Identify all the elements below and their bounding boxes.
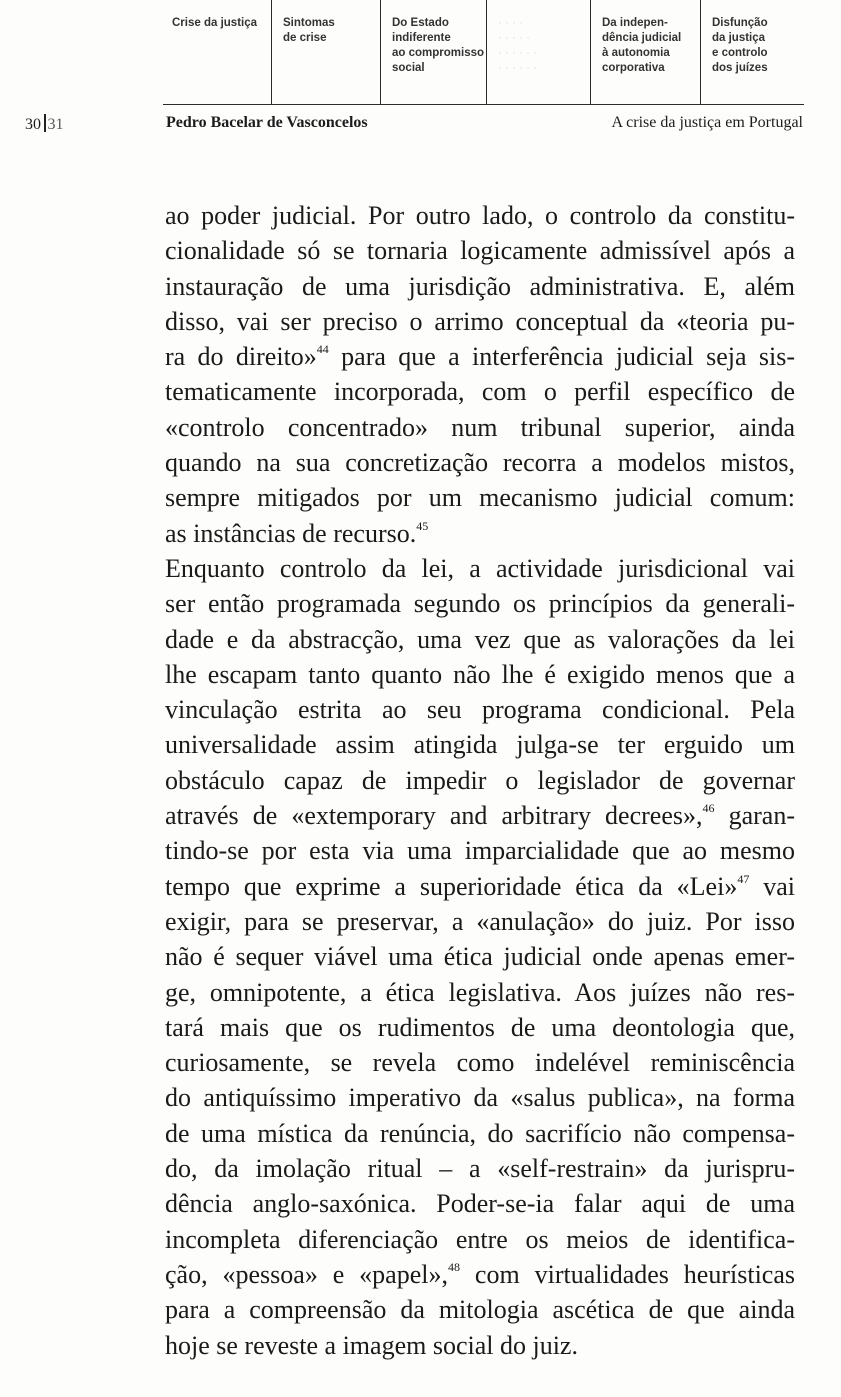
text-line: [165, 1151, 795, 1186]
text-line: [165, 1186, 795, 1221]
text-line: [165, 727, 795, 762]
text-line-content: «controlo concentrado» num tribunal superior, ainda: [165, 412, 795, 442]
page-number: [25, 114, 64, 134]
text-line: [165, 480, 795, 515]
nav-section-sintomas-de-crise: [271, 0, 380, 104]
nav-section-line: Disfunção: [712, 17, 768, 29]
text-line: [165, 551, 795, 586]
text-line: [165, 304, 795, 339]
text-line: [165, 692, 795, 727]
text-line-content: ra do direito»: [165, 342, 317, 372]
text-line-content: do, da imolação ritual – a «self-restrain» da jurispru-: [165, 1154, 795, 1184]
text-line-content: disso, vai ser preciso o arrimo conceptual da «teoria pu-: [165, 306, 795, 336]
text-line: [165, 1010, 795, 1045]
nav-section-line: · · · · ·: [498, 32, 530, 44]
text-line: [165, 410, 795, 445]
nav-section-line: · · · · · ·: [498, 47, 537, 59]
nav-section-line: corporativa: [602, 62, 665, 74]
text-line-content: curiosamente, se revela como indelével reminiscência: [165, 1048, 795, 1078]
text-line: [165, 869, 795, 904]
nav-section-faded: [486, 0, 590, 104]
text-line-content: de uma mística da renúncia, do sacrifício não compensa-: [165, 1118, 795, 1148]
text-line-content: tempo que exprime a superioridade ética da «Lei»: [165, 871, 738, 901]
nav-section-line: indiferente: [392, 32, 451, 44]
text-line-content: do antiquíssimo imperativo da «salus publica», na forma: [165, 1083, 795, 1113]
page-number-right: 31: [47, 116, 64, 133]
nav-section-independencia-judicial: [590, 0, 700, 104]
footnote-marker: 44: [316, 342, 329, 357]
text-line: [165, 904, 795, 939]
text-line-continuation: para que a interferência judicial seja sis-: [328, 342, 795, 372]
text-line-content: ao poder judicial. Por outro lado, o controlo da constitu-: [165, 201, 795, 230]
page-number-left: 30: [25, 116, 41, 133]
text-line-content: exigir, para se preservar, a «anulação» do juiz. Por isso: [165, 906, 795, 936]
book-title: A crise da justiça em Portugal: [611, 114, 803, 131]
nav-section-line: social: [392, 62, 425, 74]
text-line: [165, 1328, 795, 1363]
footnote-marker: 46: [702, 801, 715, 816]
text-line-content: lhe escapam tanto quanto não lhe é exigido menos que a: [165, 659, 795, 689]
text-line: [165, 1257, 795, 1292]
nav-section-line: dência judicial: [602, 32, 682, 44]
text-line-content: instauração de uma jurisdição administrativa. E, além: [165, 271, 795, 301]
footnote-marker: 47: [737, 871, 750, 886]
nav-section-line: à autonomia: [602, 47, 670, 59]
nav-section-crise-da-justica: [163, 0, 271, 104]
nav-section-line: Do Estado: [392, 17, 449, 29]
text-line: [165, 657, 795, 692]
text-line: [165, 622, 795, 657]
text-line-content: tindo-se por esta via uma imparcialidade que ao mesmo: [165, 836, 795, 866]
text-line-content: Enquanto controlo da lei, a actividade jurisdicional vai: [165, 553, 795, 583]
text-line: [165, 975, 795, 1010]
text-line: [165, 1292, 795, 1327]
nav-section-line: Sintomas: [283, 17, 335, 29]
nav-section-line: dos juízes: [712, 62, 768, 74]
nav-section-line: Da indepen-: [602, 17, 668, 29]
text-line-content: cionalidade só se tornaria logicamente admissível após a: [165, 236, 795, 266]
text-line: [165, 198, 795, 233]
text-line-continuation: com virtualidades heurísticas: [460, 1259, 795, 1289]
nav-section-line: Crise da justiça: [172, 17, 258, 29]
text-line: [165, 445, 795, 480]
running-header: [0, 114, 805, 136]
page-number-divider: [44, 114, 46, 132]
nav-section-line: ao compromisso: [392, 47, 485, 59]
nav-section-line: · · · ·: [498, 17, 523, 29]
text-line: [165, 233, 795, 268]
text-line: [165, 939, 795, 974]
text-line: [165, 586, 795, 621]
text-line-content: ção, «pessoa» e «papel»,: [165, 1259, 448, 1289]
text-line-content: tematicamente incorporada, com o perfil específico de: [165, 377, 795, 407]
text-line-content: para a compreensão da mitologia ascética de que ainda: [165, 1295, 795, 1325]
text-line-content: quando na sua concretização recorra a modelos mistos,: [165, 448, 795, 478]
footnote-marker: 48: [448, 1259, 460, 1274]
text-line: [165, 833, 795, 868]
text-line-content: universalidade assim atingida julga-se ter erguido um: [165, 730, 795, 760]
text-line-content: sempre mitigados por um mecanismo judicial comum:: [165, 483, 795, 513]
text-line-content: dade e da abstracção, uma vez que as valorações da lei: [165, 624, 795, 654]
text-line-content: obstáculo capaz de impedir o legislador de governar: [165, 765, 795, 795]
text-line-continuation: vai: [749, 871, 795, 901]
chapter-navigation: [163, 0, 804, 105]
text-line-continuation: garan-: [714, 801, 795, 831]
text-line-content: não é sequer viável uma ética judicial onde apenas emer-: [165, 942, 795, 972]
author-name: Pedro Bacelar de Vasconcelos: [166, 114, 368, 131]
text-line: [165, 339, 795, 374]
text-line: [165, 1116, 795, 1151]
nav-section-line: e controlo: [712, 47, 768, 59]
text-line-content: dência anglo-saxónica. Poder-se-ia falar aqui de uma: [165, 1189, 795, 1219]
footnote-marker: 45: [416, 518, 429, 533]
text-line: [165, 516, 795, 551]
text-line: [165, 374, 795, 409]
nav-section-disfuncao-da-justica: [700, 0, 804, 104]
text-line: [165, 269, 795, 304]
text-line-content: através de «extemporary and arbitrary decrees»,: [165, 801, 703, 831]
body-text: [165, 198, 795, 1363]
text-line: [165, 763, 795, 798]
nav-section-line: de crise: [283, 32, 327, 44]
nav-section-line: da justiça: [712, 32, 766, 44]
text-line-content: vinculação estrita ao seu programa condicional. Pela: [165, 695, 795, 725]
text-line-content: as instâncias de recurso.: [165, 518, 417, 548]
text-line-content: hoje se reveste a imagem social do juiz.: [165, 1330, 578, 1360]
text-line: [165, 798, 795, 833]
text-line-content: ge, omnipotente, a ética legislativa. Aos juízes não res-: [165, 977, 795, 1007]
text-line-content: ser então programada segundo os princípios da generali-: [165, 589, 795, 619]
text-line-content: incompleta diferenciação entre os meios de identifica-: [165, 1224, 795, 1254]
text-line: [165, 1045, 795, 1080]
nav-section-do-estado-indiferente: [380, 0, 486, 104]
text-line: [165, 1222, 795, 1257]
text-line-content: tará mais que os rudimentos de uma deontologia que,: [165, 1012, 795, 1042]
nav-section-line: · · · · · ·: [498, 62, 537, 74]
text-line: [165, 1080, 795, 1115]
